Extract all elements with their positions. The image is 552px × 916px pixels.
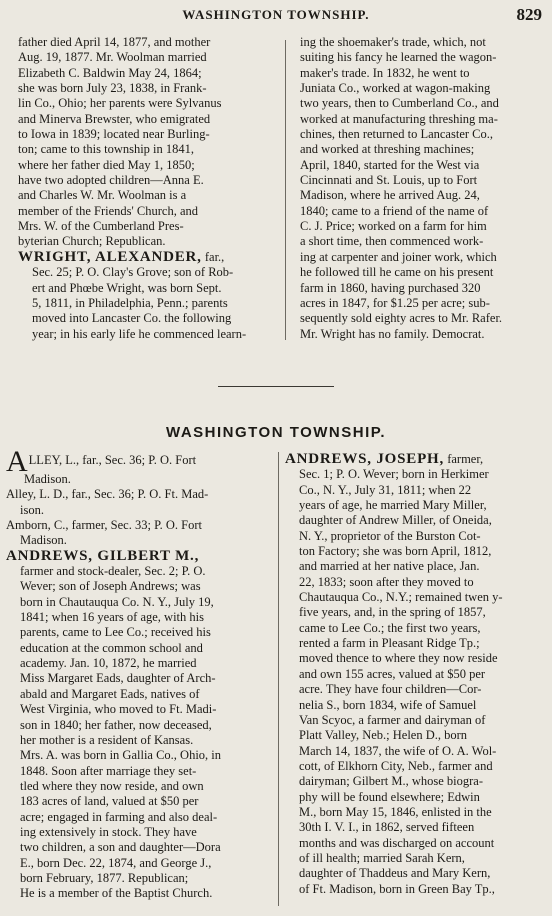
text-line: ing the shoemaker's trade, which, not [300, 35, 486, 49]
text-line: Mrs. A. was born in Gallia Co., Ohio, in [20, 748, 222, 763]
text-line: Madison, where he arrived Aug. 24, [300, 188, 480, 203]
text-line: 1840; came to a friend of the name of [300, 203, 489, 218]
entry-name: ANDREWS, GILBERT M., [6, 547, 200, 564]
text-line: 1848. Soon after marriage they set- [20, 763, 197, 778]
text-line: where her father died May 1, 1850; [18, 157, 195, 172]
text-line: of ill health; married Sarah Kern, [299, 850, 465, 865]
text-line: acre; engaged in farming and also deal- [20, 809, 218, 824]
text-line: Cincinnati and St. Louis, up to Fort [300, 173, 478, 188]
text-line: farm in 1860, having purchased 320 [300, 280, 481, 295]
text-line: her mother is a resident of Kansas. [20, 732, 194, 747]
text-line: father died April 14, 1877, and mother [18, 35, 211, 49]
text-line: ton; came to this township in 1841, [18, 142, 195, 157]
text-line: He is a member of the Baptist Church. [20, 886, 213, 901]
text-line: maker's trade. In 1832, he went to [300, 65, 470, 80]
section-divider-rule [218, 386, 334, 387]
text-line: son in 1840; her father, now deceased, [20, 717, 212, 732]
text-line: and Charles W. Mr. Woolman is a [18, 188, 187, 203]
text-line: academy. Jan. 10, 1872, he married [20, 656, 197, 671]
page-number: 829 [516, 5, 542, 24]
text-line: Van Scyoc, a farmer and dairyman of [299, 712, 486, 727]
text-line: Amborn, C., farmer, Sec. 33; P. O. Fort [6, 518, 203, 533]
text-line: Platt Valley, Neb.; Helen D., born [299, 728, 468, 743]
entry-heading-andrews-gilbert [6, 549, 274, 564]
text-line: nelia S., born 1834, wife of Samuel [299, 697, 477, 712]
text-line: came to Lee Co.; the first two years, [299, 620, 481, 635]
column-divider [278, 452, 279, 906]
text-line: ison. [20, 502, 44, 517]
text-line: ert and Phœbe Wright, was born Sept. [32, 280, 222, 295]
text-line: acre. They have four children—Cor- [299, 682, 482, 697]
text-line: Alley, L. D., far., Sec. 36; P. O. Ft. Mad- [6, 487, 209, 502]
text-line: chines, then returned to Lancaster Co., [300, 127, 493, 142]
text-line: tled where they now reside, and own [20, 778, 204, 793]
text-line: and Minerva Brewster, who emigrated [18, 111, 211, 126]
section-heading: WASHINGTON TOWNSHIP. [165, 424, 387, 441]
text-line: months and was discharged on account [299, 835, 495, 850]
text-line: 22, 1833; soon after they moved to [299, 574, 474, 589]
text-line: farmer and stock-dealer, Sec. 2; P. O. [20, 564, 206, 579]
text-line: LLEY, L., far., Sec. 36; P. O. Fort [28, 453, 197, 467]
text-line: lin Co., Ohio; her parents were Sylvanus [18, 96, 222, 111]
text-line: born in Chautauqua Co. N. Y., July 19, [20, 594, 214, 609]
entry-heading-andrews-joseph [285, 452, 549, 467]
top-left-column [18, 35, 278, 342]
text-line: 5, 1811, in Philadelphia, Penn.; parents [32, 295, 228, 310]
text-line: and own 155 acres, valued at $50 per [299, 666, 486, 681]
running-title: WASHINGTON TOWNSHIP. [182, 7, 370, 22]
text-line: 183 acres of land, valued at $50 per [20, 794, 199, 809]
text-line: ing at carpenter and joiner work, which [300, 249, 497, 264]
text-line: Aug. 19, 1877. Mr. Woolman married [18, 50, 207, 65]
text-line: a short time, then commenced work- [300, 234, 484, 249]
text-line: West Virginia, who moved to Ft. Madi- [20, 702, 217, 717]
text-line: cott, of Elkhorn City, Neb., farmer and [299, 758, 493, 773]
text-line: Mr. Wright has no family. Democrat. [300, 326, 485, 341]
entry-name-suffix: far., [201, 249, 225, 264]
text-line: two years, then to Cumberland Co., and [300, 96, 499, 111]
text-line: two children, a son and daughter—Dora [20, 840, 221, 855]
text-line: Miss Margaret Eads, daughter of Arch- [20, 671, 216, 686]
text-line: daughter of Andrew Miller, of Oneida, [299, 513, 492, 528]
text-line: Wever; son of Joseph Andrews; was [20, 579, 201, 594]
column-divider [285, 40, 286, 340]
text-line: she was born July 23, 1838, in Frank- [18, 81, 207, 96]
text-line: member of the Friends' Church, and [18, 203, 198, 218]
text-line: moved thence to where they now reside [299, 651, 498, 666]
text-line: Madison. [20, 533, 67, 548]
entry-name: WRIGHT, ALEXANDER, [18, 248, 202, 265]
entry-name: ANDREWS, JOSEPH, [285, 451, 445, 467]
text-line: April, 1840, started for the West via [300, 157, 480, 172]
text-line: March 14, 1837, the wife of O. A. Wol- [299, 743, 497, 758]
text-line: moved into Lancaster Co. the following [32, 311, 232, 326]
text-line: ing extensively in stock. They have [20, 824, 197, 839]
text-line: Madison. [24, 472, 71, 486]
entry-name-suffix: farmer, [444, 452, 484, 466]
running-header [0, 6, 552, 24]
text-line: suiting his fancy he learned the wagon- [300, 50, 497, 65]
bottom-left-column [6, 445, 274, 902]
text-line: and worked at threshing machines; [300, 142, 475, 157]
top-right-column [300, 35, 548, 342]
directory-entry-alley [6, 445, 274, 478]
text-line: have two adopted children—Anna E. [18, 173, 204, 188]
text-line: phy will be found elsewhere; Edwin [299, 789, 480, 804]
text-line: acres in 1847, for $1.25 per acre; sub- [300, 295, 490, 310]
text-line: worked at manufacturing threshing ma- [300, 111, 498, 126]
text-line: Sec. 1; P. O. Wever; born in Herkimer [299, 467, 489, 482]
text-line: education at the common school and [20, 640, 203, 655]
text-line: Juniata Co., worked at wagon-making [300, 81, 491, 96]
text-line: Chautauqua Co., N.Y.; remained twen y- [299, 590, 503, 605]
text-line: byterian Church; Republican. [18, 234, 166, 249]
text-line: of Ft. Madison, born in Green Bay Tp., [299, 881, 495, 896]
text-line: C. J. Price; worked on a farm for him [300, 219, 487, 234]
text-line: five years, and, in the spring of 1857, [299, 605, 486, 620]
text-line: year; in his early life he commenced learn- [32, 326, 247, 341]
text-line: Sec. 25; P. O. Clay's Grove; son of Rob- [32, 265, 234, 280]
text-line: Mrs. W. of the Cumberland Pres- [18, 219, 184, 234]
text-line: parents, came to Lee Co.; received his [20, 625, 211, 640]
text-line: abald and Margaret Eads, natives of [20, 686, 200, 701]
text-line: sequently sold eighty acres to Mr. Rafer. [300, 311, 503, 326]
text-line: years of age, he married Mary Miller, [299, 498, 487, 513]
text-line: born February, 1877. Republican; [20, 870, 189, 885]
drop-cap: A [6, 445, 28, 478]
text-line: daughter of Thaddeus and Mary Kern, [299, 866, 491, 881]
text-line: Elizabeth C. Baldwin May 24, 1864; [18, 65, 202, 80]
text-line: M., born May 15, 1846, enlisted in the [299, 804, 492, 819]
text-line: and married at her native place, Jan. [299, 559, 480, 574]
text-line: dairyman; Gilbert M., whose biogra- [299, 774, 483, 789]
text-line: to Iowa in 1839; located near Burling- [18, 127, 210, 142]
text-line: rented a farm in Pleasant Ridge Tp.; [299, 636, 480, 651]
text-line: Co., N. Y., July 31, 1811; when 22 [299, 482, 472, 497]
bottom-right-column [285, 452, 549, 897]
text-line: E., born Dec. 22, 1874, and George J., [20, 855, 212, 870]
text-line: ton Factory; she was born April, 1812, [299, 544, 492, 559]
text-line: 30th I. V. I., in 1862, served fifteen [299, 820, 475, 835]
text-line: 1841; when 16 years of age, with his [20, 610, 204, 625]
text-line: he followed till he came on his present [300, 265, 494, 280]
text-line: N. Y., proprietor of the Burston Cot- [299, 528, 481, 543]
entry-heading-wright [18, 250, 278, 265]
